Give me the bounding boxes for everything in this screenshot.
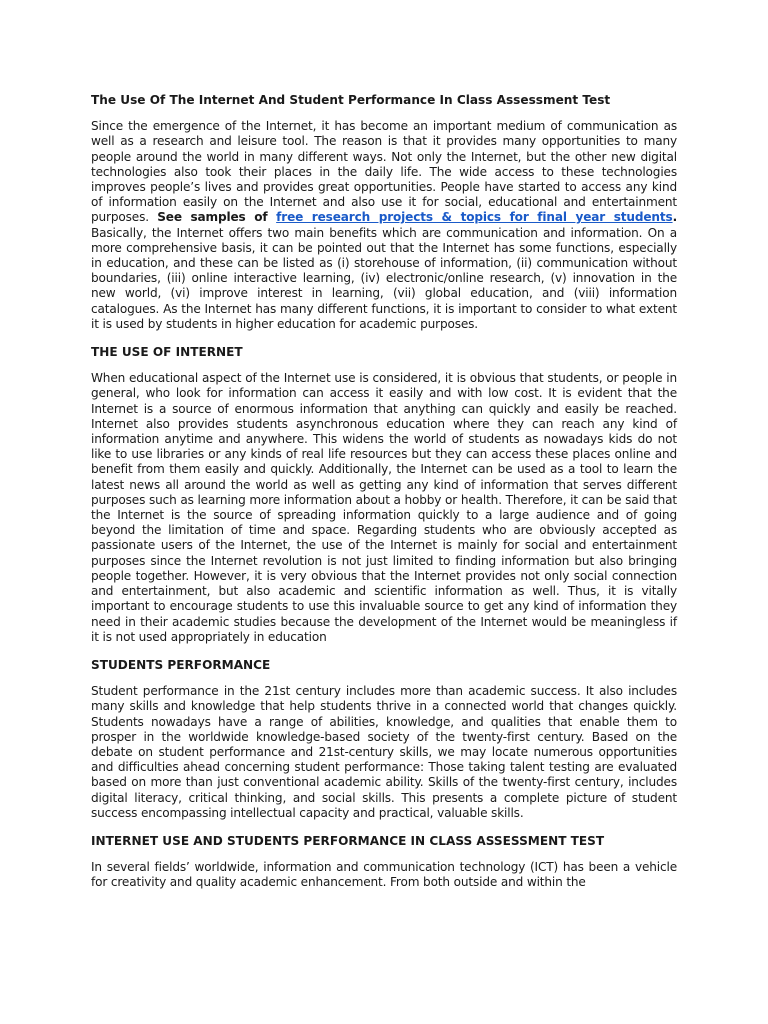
intro-bold-lead: See samples of	[157, 210, 277, 225]
document-page	[91, 93, 677, 904]
section-body-students-performance: Student performance in the 21st century includes more than academic success. It also includes many skills and knowledge that help students thrive in a connected world that changes quickly. Students nowadays have a range of abilities, knowledge, and qualities that enable them to prosper in the worldwide knowledge-based society of the twenty-first century. Based on the debate on student performance and 21st-century skills, we may locate numerous opportunities and difficulties ahead concerning student performance: Those taking talent testing are evaluated based on more than just conventional academic ability. Skills of the twenty-first century, includes digital literacy, critical thinking, and social skills. This presents a complete picture of student success encompassing intellectual capacity and practical, valuable skills.	[91, 684, 677, 820]
intro-paragraph	[91, 119, 677, 332]
intro-text-before: Since the emergence of the Internet, it has become an important medium of communication as well as a research and leisure tool. The reason is that it provides many opportunities to many people around the world in many different ways. Not only the Internet, but the other new digital technologies also took their places in the daily life. The wide access to these technologies improves people’s lives and provides great opportunities. People have started to access any kind of information easily on the Internet and also use it for social, educational and entertainment purposes.	[91, 119, 677, 225]
section-body-internet-use-assessment: In several fields’ worldwide, information and communication technology (ICT) has been a vehicle for creativity and quality academic enhancement. From both outside and within the	[91, 860, 677, 890]
document-title: The Use Of The Internet And Student Performance In Class Assessment Test	[91, 93, 611, 107]
research-projects-link[interactable]: free research projects & topics for final year students	[276, 210, 673, 225]
intro-text-after: Basically, the Internet offers two main benefits which are communication and information. On a more comprehensive basis, it can be pointed out that the Internet has some functions, especially in education, and these can be listed as (i) storehouse of information, (ii) communication without boundaries, (iii) online interactive learning, (iv) electronic/online research, (v) innovation in the new world, (vi) improve interest in learning, (vii) global education, and (viii) information catalogues. As the Internet has many different functions, it is important to consider to what extent it is used by students in higher education for academic purposes.	[91, 225, 677, 331]
intro-bold-trail: .	[672, 210, 678, 225]
section-heading-use-of-internet: THE USE OF INTERNET	[91, 345, 243, 360]
section-heading-internet-use-assessment: INTERNET USE AND STUDENTS PERFORMANCE IN CLASS ASSESSMENT TEST	[91, 833, 605, 848]
section-body-use-of-internet: When educational aspect of the Internet use is considered, it is obvious that students, or people in general, who look for information can access it easily and with low cost. It is evident that the Internet is a source of enormous information that anything can quickly and easily be reached. Internet also provides students asynchronous education where they can reach any kind of information anytime and anywhere. This widens the world of students as nowadays kids do not like to use libraries or any kinds of real life resources but they can access these places online and benefit from them easily and quickly. Additionally, the Internet can be used as a tool to learn the latest news all around the world as well as getting any kind of information that serves different purposes such as learning more information about a hobby or health. Therefore, it can be said that the Internet is the source of spreading information quickly to a large audience and of going beyond the limitation of time and space. Regarding students who are obviously accepted as passionate users of the Internet, the use of the Internet is mainly for social and entertainment purposes since the Internet revolution is not just limited to finding information but also bringing people together. However, it is very obvious that the Internet provides not only social connection and entertainment, but also academic and scientific information as well. Thus, it is vitally important to encourage students to use this invaluable source to get any kind of information they need in their academic studies because the development of the Internet would be meaningless if it is not used appropriately in education	[91, 371, 677, 644]
section-heading-students-performance: STUDENTS PERFORMANCE	[91, 657, 271, 672]
